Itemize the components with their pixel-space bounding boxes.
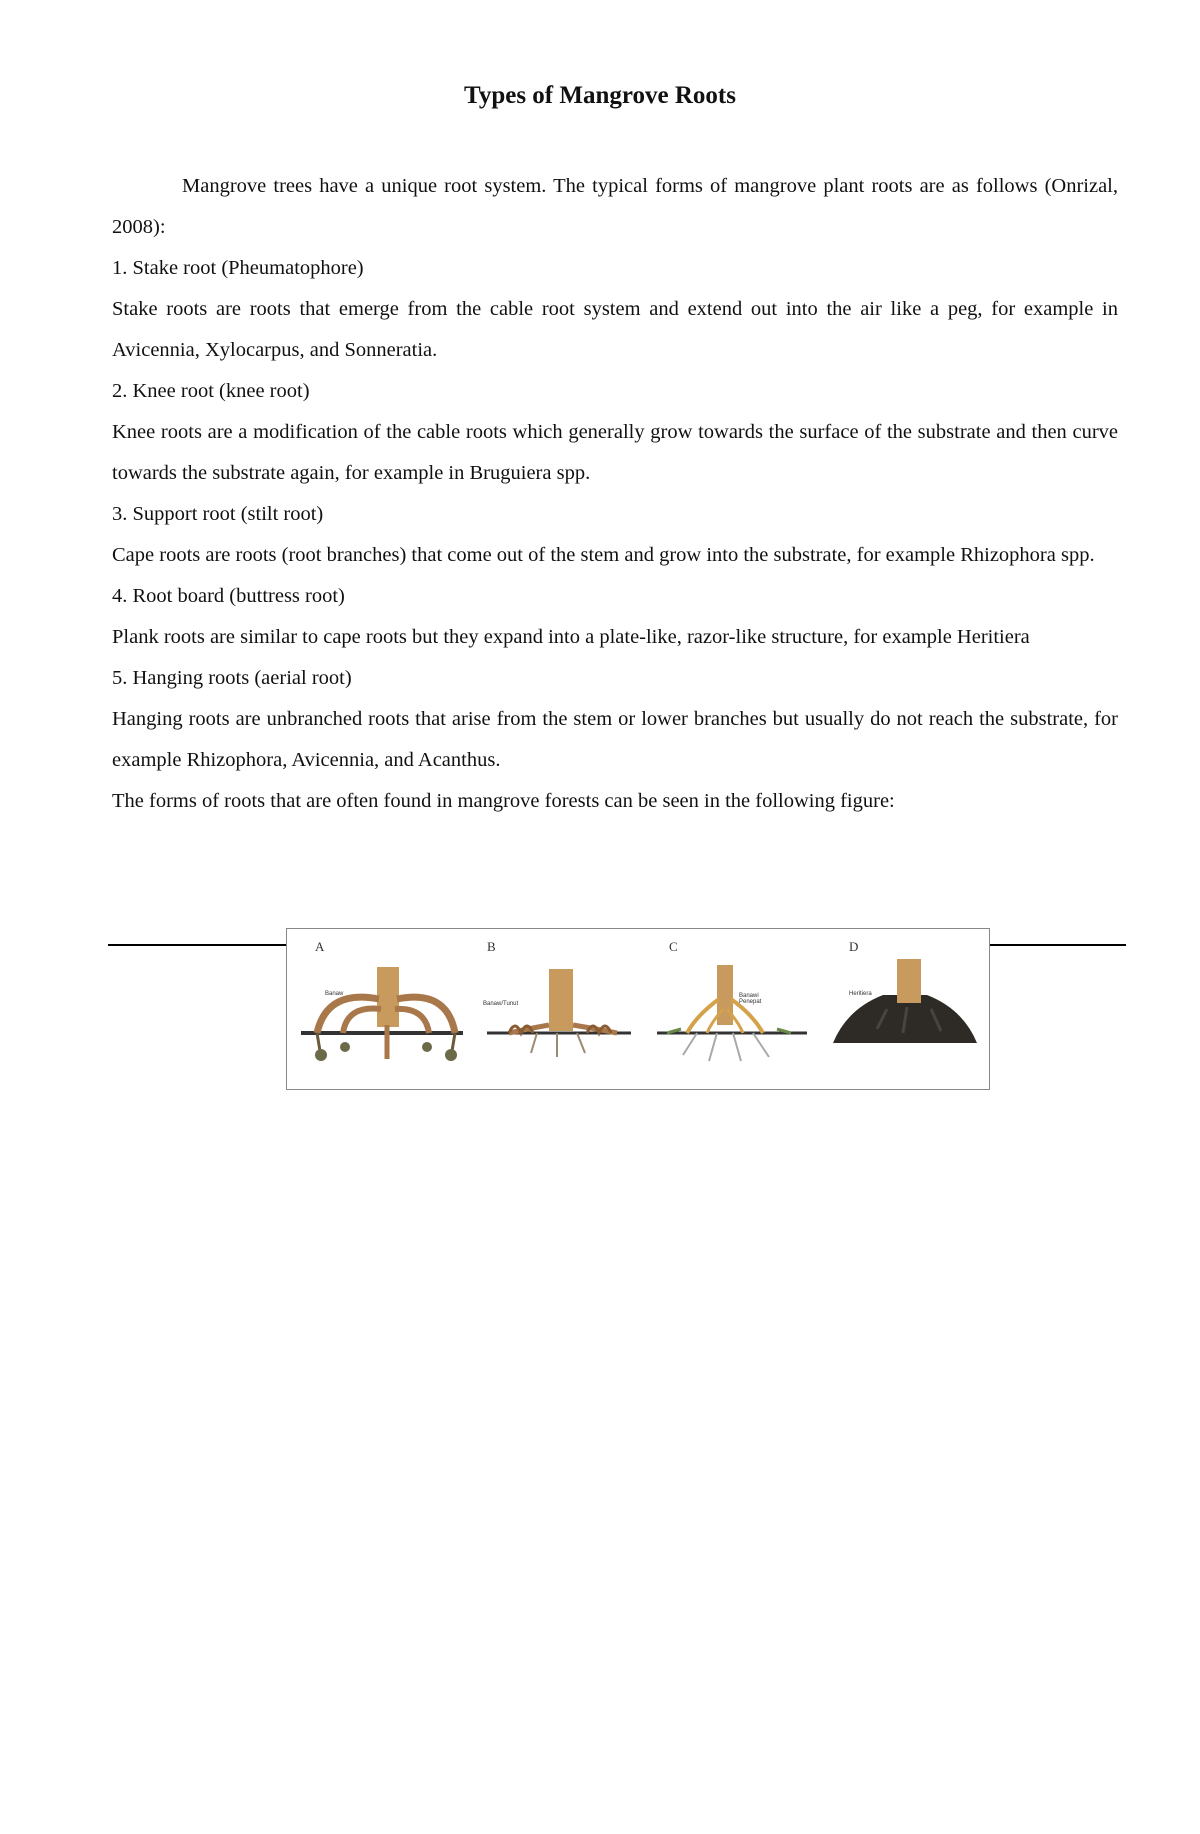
item-heading-2: 2. Knee root (knee root)	[112, 380, 310, 402]
panel-a-label: Banaw	[325, 991, 344, 997]
panel-b-label: Banaw/Tunut	[483, 1001, 519, 1007]
panel-a-letter: A	[315, 939, 325, 954]
item-heading-4: 4. Root board (buttress root)	[112, 585, 345, 607]
figure-rule-right	[986, 944, 1126, 946]
panel-c-letter: C	[669, 939, 678, 954]
figure-intro: The forms of roots that are often found in mangrove forests can be seen in the following figure:	[112, 790, 895, 812]
item-text-5: Hanging roots are unbranched roots that arise from the stem or lower branches but usually do not reach the substrate, for example Rhizophora, Avicennia, and Acanthus.	[112, 708, 1118, 771]
panel-d-label: Heritiera	[849, 991, 872, 997]
page-title: Types of Mangrove Roots	[464, 82, 736, 109]
root-types-figure	[286, 928, 990, 1090]
root-illustrations	[287, 929, 989, 1089]
item-text-1: Stake roots are roots that emerge from the cable root system and extend out into the air like a peg, for example in Avicennia, Xylocarpus, and Sonneratia.	[112, 298, 1118, 361]
item-text-4: Plank roots are similar to cape roots but they expand into a plate-like, razor-like structure, for example Heritiera	[112, 626, 1030, 648]
panel-a-illustration	[301, 967, 463, 1061]
item-text-3: Cape roots are roots (root branches) that come out of the stem and grow into the substrate, for example Rhizophora spp.	[112, 544, 1095, 566]
intro-paragraph: Mangrove trees have a unique root system. The typical forms of mangrove plant roots are as follows (Onrizal, 2008):	[112, 175, 1118, 238]
panel-c-illustration	[657, 965, 807, 1061]
figure	[0, 920, 1200, 1090]
figure-rule-left	[108, 944, 288, 946]
panel-d-letter: D	[849, 939, 859, 954]
item-heading-5: 5. Hanging roots (aerial root)	[112, 667, 352, 689]
panel-d-illustration	[833, 959, 977, 1043]
item-heading-3: 3. Support root (stilt root)	[112, 503, 324, 525]
panel-c-label: Banawi Penepat	[739, 993, 762, 1005]
panel-b-illustration	[487, 969, 631, 1057]
item-text-2: Knee roots are a modification of the cable roots which generally grow towards the surface of the substrate and then curve towards the substrate again, for example in Bruguiera spp.	[112, 421, 1118, 484]
document-body	[112, 166, 1118, 822]
panel-b-letter: B	[487, 939, 496, 954]
item-heading-1: 1. Stake root (Pheumatophore)	[112, 257, 364, 279]
